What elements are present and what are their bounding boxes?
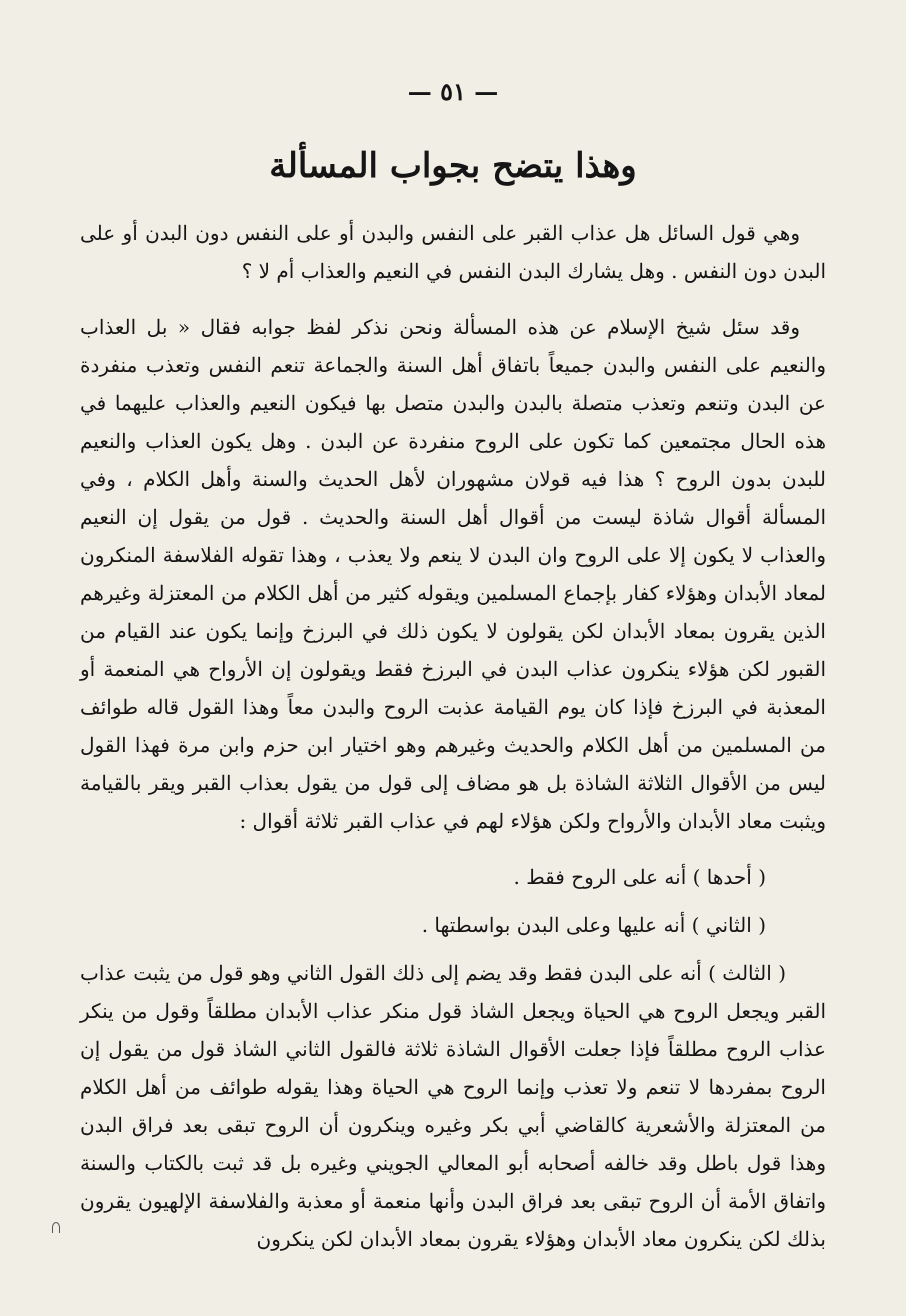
list-item-first-opinion: ( أحدها ) أنه على الروح فقط . — [513, 865, 766, 889]
paragraph-question: وهي قول السائل هل عذاب القبر على النفس والبدن أو على النفس دون البدن أو على البدن دون النفس . وهل يشارك البدن النفس في النعيم والعذاب أم لا ؟ — [80, 221, 826, 283]
paragraph-answer: وقد سئل شيخ الإسلام عن هذه المسألة ونحن نذكر لفظ جوابه فقال « بل العذاب والنعيم على النفس والبدن جميعاً باتفاق أهل السنة والجماعة تنعم النفس وتعذب منفردة عن البدن وتنعم وتعذب متصلة بالبدن والبدن متصل بها فيكون النعيم والعذاب عليهما في هذه الحال مجتمعين كما تكون على الروح منفردة عن البدن . وهل يكون العذاب والنعيم للبدن بدون الروح ؟ هذا فيه قولان مشهوران لأهل الحديث والسنة وأهل الكلام ، وفي المسألة أقوال شاذة ليست من أقوال أهل السنة والحديث . قول من يقول إن النعيم والعذاب لا يكون إلا على الروح وان البدن لا ينعم ولا يعذب ، وهذا تقوله الفلاسفة المنكرون لمعاد الأبدان وهؤلاء كفار بإجماع المسلمين ويقوله كثير من أهل الكلام من المعتزلة وغيرهم الذين يقرون بمعاد الأبدان لكن يقولون لا يكون ذلك في البرزخ وإنما يكون عند القيام من القبور لكن هؤلاء ينكرون عذاب البدن في البرزخ فقط ويقولون إن الأرواح هي المنعمة أو المعذبة في البرزخ فإذا كان يوم القيامة عذبت الروح والبدن معاً وهذا القول قاله طوائف من المسلمين من أهل الكلام والحديث وغيرهم وهو اختيار ابن حزم وابن مرة فهذا القول ليس من الأقوال الثلاثة الشاذة بل هو مضاف إلى قول من يقول بعذاب القبر ويقر بالقيامة ويثبت معاد الأبدان والأرواح ولكن هؤلاء لهم في عذاب القبر ثلاثة أقوال : — [80, 315, 826, 833]
page-title: وهذا يتضح بجواب المسألة — [269, 146, 637, 186]
list-item-third-opinion: ( الثالث ) أنه على البدن فقط وقد يضم إلى ذلك القول الثاني وهو قول من يثبت عذاب القبر ويجعل الروح هي الحياة ويجعل الشاذ قول منكر عذاب الأبدان مطلقاً وقول من ينكر عذاب الروح مطلقاً فإذا جعلت الأقوال الشاذة ثلاثة فالقول الثاني الشاذ قول من يقول إن الروح بمفردها لا تنعم ولا تعذب وإنما الروح هي الحياة وهذا يقوله طوائف من أهل الكلام من المعتزلة والأشعرية كالقاضي أبي بكر وغيره وينكرون أن الروح تبقى بعد فراق البدن وهذا قول باطل وقد خالفه أصحابه أبو المعالي الجويني وغيره بل قد ثبت بالكتاب والسنة واتفاق الأمة أن الروح تبقى بعد فراق البدن وأنها منعمة أو معذبة والفلاسفة الإلهيون يقرون بذلك لكن ينكرون معاد الأبدان وهؤلاء يقرون بمعاد الأبدان لكن ينكرون — [80, 961, 827, 1251]
margin-pencil-mark — [52, 1222, 60, 1233]
page-body — [80, 214, 826, 1258]
list-item-second-opinion: ( الثاني ) أنه عليها وعلى البدن بواسطتها . — [421, 913, 766, 937]
page-number: — ٥١ — — [407, 77, 499, 106]
